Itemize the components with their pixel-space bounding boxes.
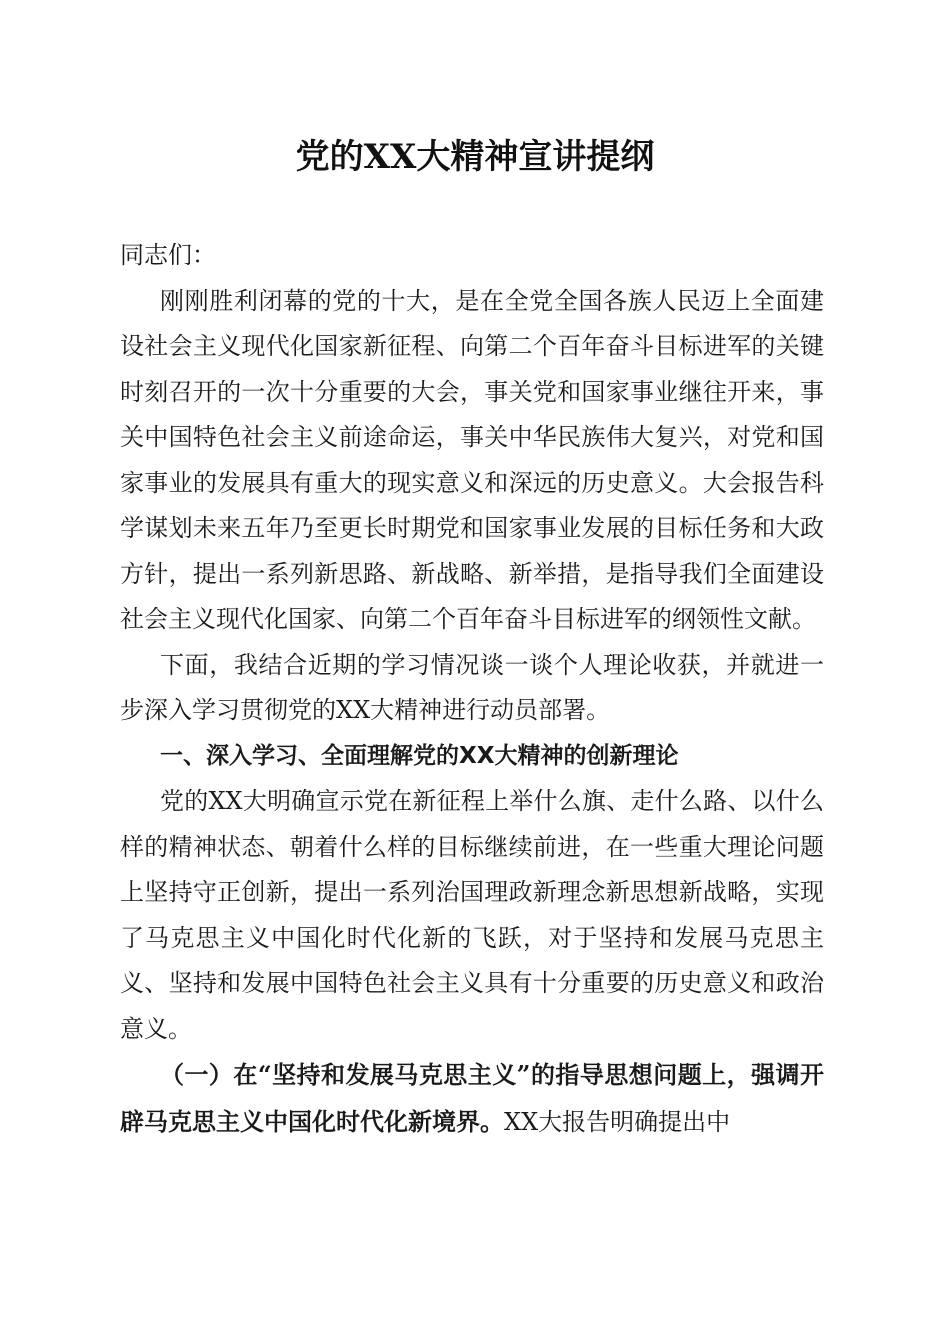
section-one-heading: 一、深入学习、全面理解党的XX大精神的创新理论	[160, 742, 679, 769]
transition-paragraph: 下面，我结合近期的学习情况谈一谈个人理论收获，并就进一步深入学习贯彻党的XX大精神进行动员部署。	[120, 650, 824, 724]
subsection-one-lead: （一）在“坚持和发展马克思主义”的指导思想问题上，强调开辟马克思主义中国化时代化新境界。	[120, 1060, 824, 1136]
section-one-paragraph: 党的XX大明确宣示党在新征程上举什么旗、走什么路、以什么样的精神状态、朝着什么样的目标继续前进，在一些重大理论问题上坚持守正创新，提出一系列治国理政新理念新思想新战略，实现了马克思主义中国化时代化新的飞跃，对于坚持和发展马克思主义、坚持和发展中国特色社会主义具有十分重要的历史意义和政治意义。	[120, 787, 824, 1043]
subsection-one-paragraph	[120, 1052, 824, 1145]
document-body	[120, 233, 824, 1145]
document-title: 党的XX大精神宣讲提纲	[295, 137, 655, 177]
intro-paragraph: 刚刚胜利闭幕的党的十大，是在全党全国各族人民迈上全面建设社会主义现代化国家新征程、向第二个百年奋斗目标进军的关键时刻召开的一次十分重要的大会，事关党和国家事业继往开来，事关中国特色社会主义前途命运，事关中华民族伟大复兴，对党和国家事业的发展具有重大的现实意义和深远的历史意义。大会报告科学谋划未来五年乃至更长时期党和国家事业发展的目标任务和大政方针，提出一系列新思路、新战略、新举措，是指导我们全面建设社会主义现代化国家、向第二个百年奋斗目标进军的纲领性文献。	[120, 286, 824, 633]
salutation: 同志们：	[120, 241, 216, 269]
subsection-one-tail: XX大报告明确提出中	[504, 1107, 731, 1136]
